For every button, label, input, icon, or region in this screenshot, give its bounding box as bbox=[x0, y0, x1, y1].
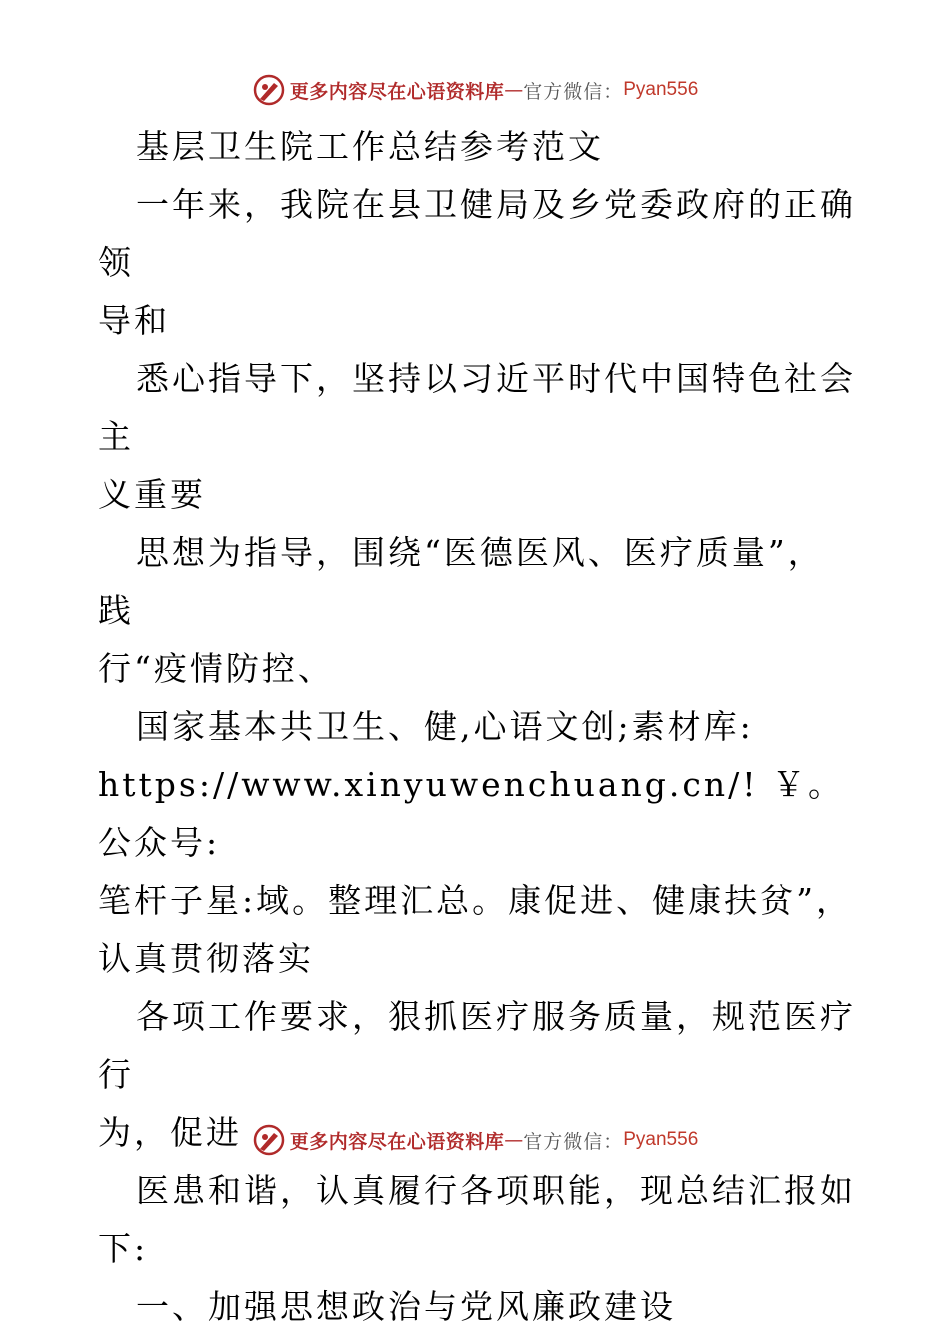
watermark-wechat-label: 官方微信： bbox=[523, 1130, 624, 1153]
watermark-account: Pyan556 bbox=[623, 79, 699, 100]
watermark-account: Pyan556 bbox=[623, 1129, 699, 1150]
text-line: 义重要 bbox=[98, 475, 206, 514]
watermark-dash: — bbox=[504, 1129, 524, 1151]
text-line: 行“疫情防控、 bbox=[98, 649, 334, 688]
watermark-text: 更多内容尽在心语资料库 bbox=[289, 1130, 505, 1153]
document-title: 基层卫生院工作总结参考范文 bbox=[136, 127, 604, 166]
text-line: 国家基本共卫生、健,心语文创;素材库: bbox=[136, 707, 754, 746]
pen-seal-icon bbox=[252, 73, 286, 107]
text-line: 一年来，我院在县卫健局及乡党委政府的正确领 bbox=[98, 185, 856, 282]
text-line: 认真贯彻落实 bbox=[98, 939, 314, 978]
pen-seal-icon bbox=[252, 1123, 286, 1157]
text-line-url: https://www.xinyuwenchuang.cn/! ￥。公众号: bbox=[98, 765, 844, 862]
watermark-text: 更多内容尽在心语资料库 bbox=[289, 80, 505, 103]
watermark-footer bbox=[0, 1120, 950, 1160]
watermark-header bbox=[0, 70, 950, 110]
text-line: 下: bbox=[98, 1229, 149, 1268]
text-line: 思想为指导，围绕“医德医风、医疗质量”，践 bbox=[98, 533, 824, 630]
watermark-dash: — bbox=[504, 79, 524, 101]
text-line: 笔杆子星:域。整理汇总。康促进、健康扶贫”， bbox=[98, 881, 852, 920]
text-line: 医患和谐，认真履行各项职能，现总结汇报如 bbox=[136, 1171, 856, 1210]
watermark-wechat-label: 官方微信： bbox=[523, 80, 624, 103]
section-heading: 一、加强思想政治与党风廉政建设 bbox=[136, 1287, 676, 1326]
text-line: 为，促进 bbox=[98, 1113, 242, 1152]
text-line: 各项工作要求，狠抓医疗服务质量，规范医疗行 bbox=[98, 997, 856, 1094]
text-line: 悉心指导下，坚持以习近平时代中国特色社会主 bbox=[98, 359, 856, 456]
text-line: 导和 bbox=[98, 301, 170, 340]
